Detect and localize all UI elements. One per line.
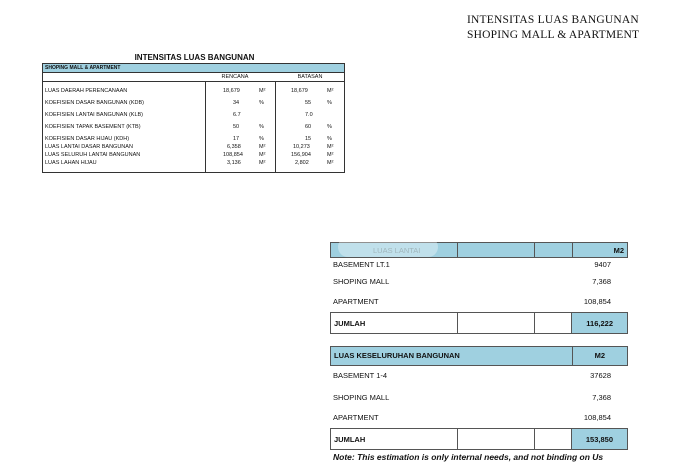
rencana-value: 6.7 (233, 112, 241, 118)
batasan-unit: M² (327, 160, 334, 166)
intensity-table (42, 63, 345, 173)
table-row (43, 111, 344, 120)
row-value: 37628 (590, 371, 611, 380)
row-label: KOEFISIEN LANTAI BANGUNAN (KLB) (45, 112, 144, 118)
rencana-unit: M² (259, 144, 266, 150)
luas-lantai-header-label: LUAS LANTAI (373, 246, 421, 255)
total-label: JUMLAH (334, 435, 366, 444)
column-header-rencana: RENCANA (221, 74, 249, 80)
row-value: 108,854 (583, 297, 611, 306)
total-row (330, 312, 628, 334)
row-label: LUAS LANTAI DASAR BANGUNAN (45, 144, 133, 150)
total-row (330, 428, 628, 450)
document-title-line-1: INTENSITAS LUAS BANGUNAN (467, 14, 639, 26)
document-title-line-2: SHOPING MALL & APARTMENT (467, 29, 640, 41)
batasan-value: 156,904 (291, 152, 311, 158)
rencana-value: 3,136 (227, 160, 241, 166)
batasan-value: 18,679 (291, 88, 308, 94)
luas-keseluruhan-header-label: LUAS KESELURUHAN BANGUNAN (334, 351, 460, 360)
row-label: KOEFISIEN DASAR HIJAU (KDH) (45, 136, 130, 142)
table-row (330, 408, 628, 428)
table-row (330, 292, 628, 312)
batasan-value: 7.0 (305, 112, 313, 118)
table-row (330, 272, 628, 292)
rencana-unit: M² (259, 160, 266, 166)
rencana-value: 18,679 (223, 88, 240, 94)
row-label: BASEMENT 1-4 (333, 371, 388, 380)
batasan-value: 2,802 (295, 160, 309, 166)
batasan-unit: % (327, 100, 332, 106)
row-label: KOEFISIEN DASAR BANGUNAN (KDB) (45, 100, 145, 106)
intensity-table-title: INTENSITAS LUAS BANGUNAN (134, 53, 255, 62)
row-label: APARTMENT (333, 297, 379, 306)
rencana-unit: % (259, 136, 264, 142)
row-value: 108,854 (583, 413, 611, 422)
row-label: LUAS LAHAN HIJAU (45, 160, 97, 166)
batasan-unit: % (327, 124, 332, 130)
luas-lantai-unit: M2 (613, 246, 624, 255)
table-row (43, 87, 344, 96)
table-row (43, 99, 344, 108)
batasan-unit: M² (327, 88, 334, 94)
row-value: 9407 (594, 260, 611, 269)
rencana-unit: M² (259, 152, 266, 158)
batasan-unit: M² (327, 144, 334, 150)
rencana-value: 6,358 (227, 144, 241, 150)
rencana-unit: % (259, 100, 264, 106)
row-value: 7,368 (592, 393, 611, 402)
watermark-overlay (338, 237, 438, 257)
intensity-table-header-row (43, 73, 344, 82)
row-label: SHOPING MALL (333, 393, 390, 402)
rencana-value: 108,854 (223, 152, 243, 158)
disclaimer-note: Note: This estimation is only internal needs, and not binding on Us (333, 452, 604, 462)
table-row (43, 159, 344, 168)
total-value: 153,850 (571, 429, 627, 449)
total-value: 116,222 (571, 313, 627, 333)
intensity-table-subtitle: SHOPING MALL & APARTMENT (43, 64, 344, 73)
luas-keseluruhan-table (330, 346, 628, 450)
batasan-value: 10,273 (293, 144, 310, 150)
row-label: BASEMENT LT.1 (333, 260, 390, 269)
rencana-unit: % (259, 124, 264, 130)
table-row (330, 366, 628, 388)
batasan-value: 15 (305, 136, 312, 142)
row-value: 7,368 (592, 277, 611, 286)
batasan-value: 60 (305, 124, 312, 130)
rencana-value: 17 (233, 136, 240, 142)
table-row (330, 388, 628, 408)
row-label: LUAS DAERAH PERENCANAAN (45, 88, 128, 94)
column-header-batasan: BATASAN (297, 74, 323, 80)
intensity-table-body (43, 82, 344, 172)
luas-keseluruhan-unit: M2 (594, 351, 605, 360)
batasan-unit: % (327, 136, 332, 142)
table-row (43, 123, 344, 132)
rencana-value: 50 (233, 124, 240, 130)
batasan-unit: M² (327, 152, 334, 158)
row-label: LUAS SELURUH LANTAI BANGUNAN (45, 152, 141, 158)
total-label: JUMLAH (334, 319, 366, 328)
batasan-value: 55 (305, 100, 312, 106)
document-title (467, 13, 672, 43)
luas-keseluruhan-header (330, 346, 628, 366)
table-row (330, 258, 628, 272)
row-label: APARTMENT (333, 413, 379, 422)
rencana-unit: M² (259, 88, 266, 94)
row-label: SHOPING MALL (333, 277, 390, 286)
rencana-value: 34 (233, 100, 240, 106)
row-label: KOEFISIEN TAPAK BASEMENT (KTB) (45, 124, 141, 130)
